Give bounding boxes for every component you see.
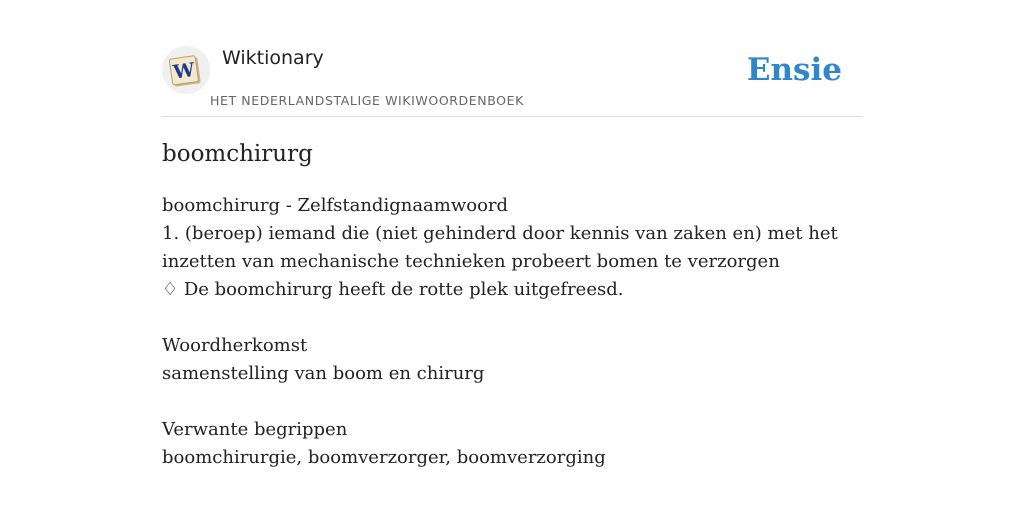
- page-container: [162, 0, 862, 512]
- related-heading: Verwante begrippen: [162, 419, 348, 440]
- definition-line-2: inzetten van mechanische technieken probeert bomen te verzorgen: [162, 251, 780, 272]
- wiktionary-logo-graphic: [162, 46, 210, 94]
- etymology-heading: Woordherkomst: [162, 335, 308, 356]
- wiktionary-logo-icon[interactable]: [162, 46, 210, 94]
- logo-letter: W: [171, 58, 197, 84]
- site-tagline: HET NEDERLANDSTALIGE WIKIWOORDENBOEK: [210, 93, 524, 108]
- example-sentence: ♢ De boomchirurg heeft de rotte plek uitgefreesd.: [162, 279, 624, 300]
- section-spacer: [162, 304, 862, 332]
- site-name[interactable]: Wiktionary: [222, 47, 324, 69]
- entry-content: [162, 192, 862, 472]
- site-header: [162, 0, 862, 117]
- section-spacer: [162, 388, 862, 416]
- ensie-brand-link[interactable]: Ensie: [746, 52, 842, 88]
- entry-heading: boomchirurg - Zelfstandignaamwoord: [162, 195, 509, 216]
- etymology-text: samenstelling van boom en chirurg: [162, 363, 485, 384]
- page-title: boomchirurg: [162, 141, 313, 167]
- related-terms: boomchirurgie, boomverzorger, boomverzorging: [162, 447, 606, 468]
- definition-line-1: 1. (beroep) iemand die (niet gehinderd door kennis van zaken en) met het: [162, 223, 838, 244]
